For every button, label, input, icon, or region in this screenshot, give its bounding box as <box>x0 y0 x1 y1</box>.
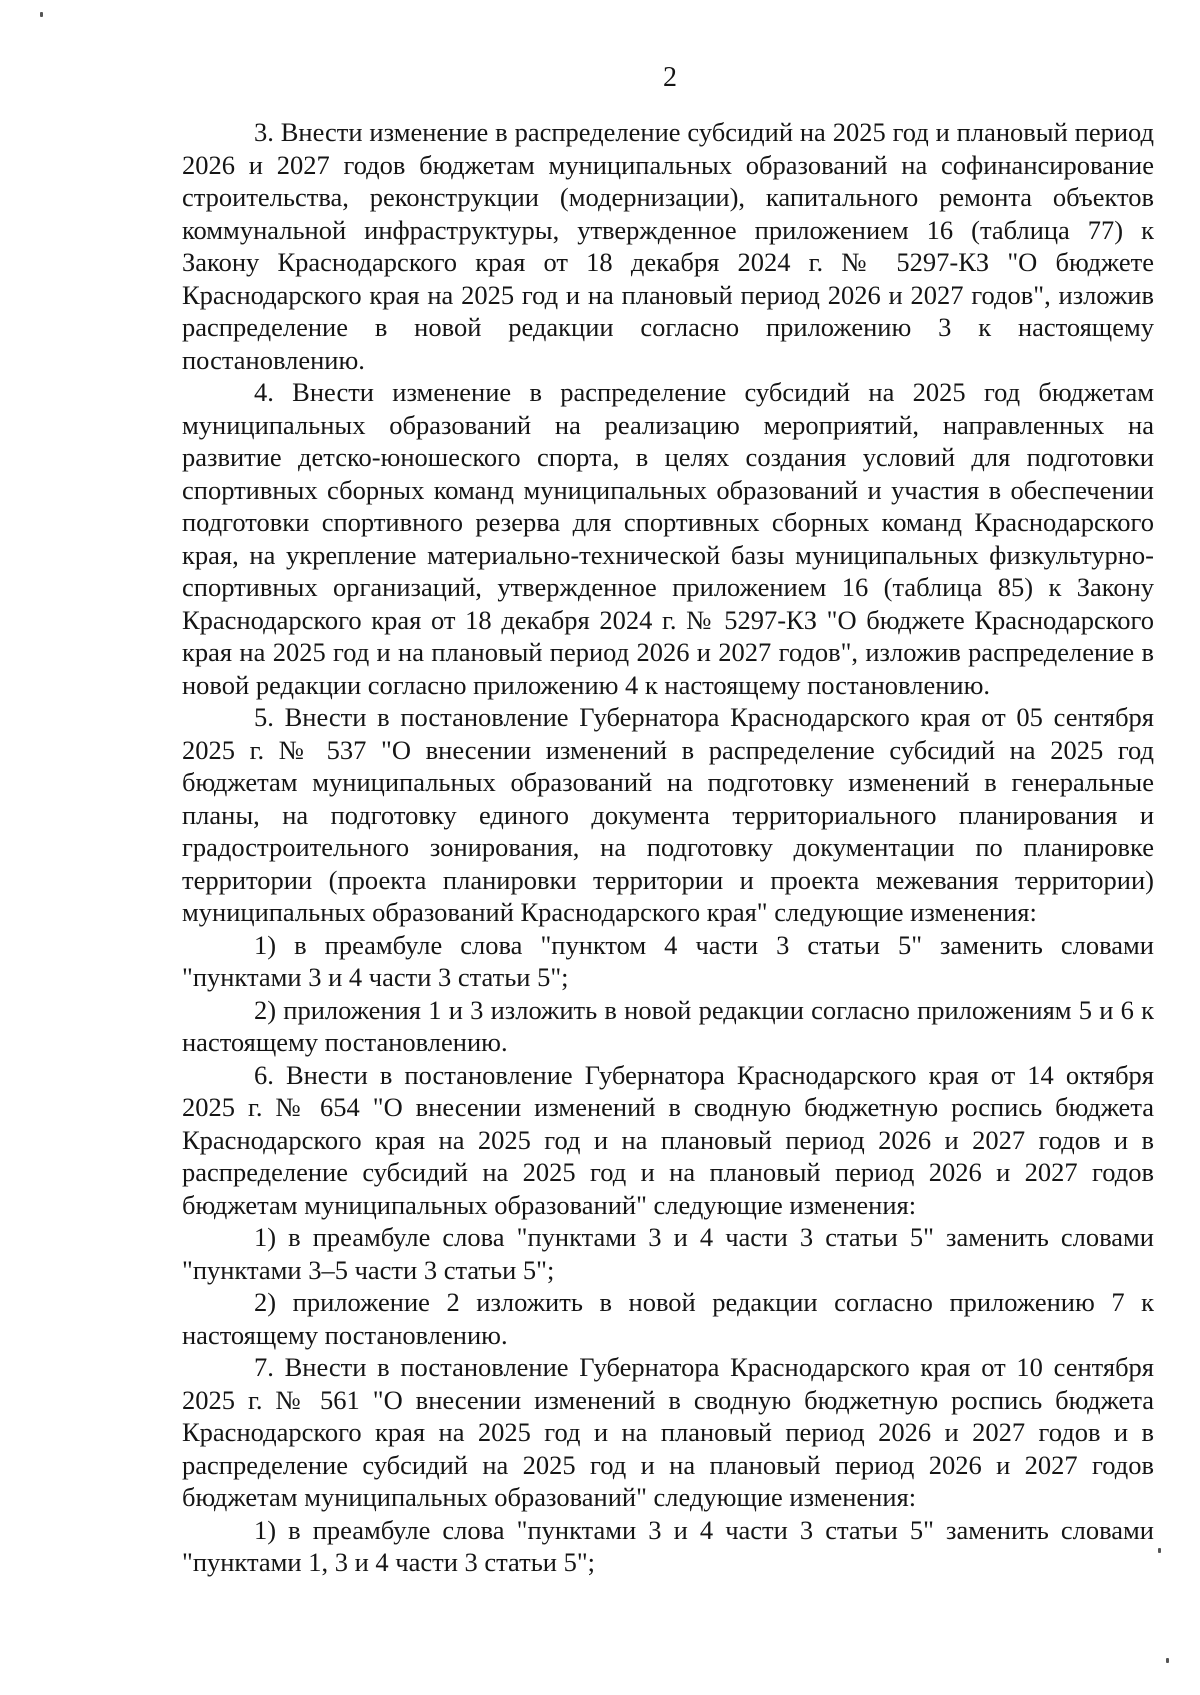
paragraph-item-5: 5. Внести в постановление Губернатора Краснодарского края от 05 сентября 2025 г. № 537 "О внесении изменений в распределение субсидий на 2025 год бюджетам муниципальных образований на подготовку изменений в генеральные планы, на подготовку единого документа территориального планирования и градостроительного зонирования, на подготовку документации по планировке территории (проекта планировки территории и проекта межевания территории) муниципальных образований Краснодарского края" следующие изменения: <box>182 702 1154 927</box>
subparagraph-6-1: 1) в преамбуле слова "пунктами 3 и 4 части 3 статьи 5" заменить словами "пунктами 3–5 части 3 статьи 5"; <box>182 1222 1154 1285</box>
paragraph-item-4: 4. Внести изменение в распределение субсидий на 2025 год бюджетам муниципальных образований на реализацию мероприятий, направленных на развитие детско-юношеского спорта, в целях создания условий для подготовки спортивных сборных команд муниципальных образований и участия в обеспечении подготовки спортивного резерва для спортивных сборных команд Краснодарского края, на укрепление материально-технической базы муниципальных физкультурно-спортивных организаций, утвержденное приложением 16 (таблица 85) к Закону Краснодарского края от 18 декабря 2024 г. № 5297-КЗ "О бюджете Краснодарского края на 2025 год и на плановый период 2026 и 2027 годов", изложив распределение в новой редакции согласно приложению 4 к настоящему постановлению. <box>182 377 1154 700</box>
subparagraph-5-2: 2) приложения 1 и 3 изложить в новой редакции согласно приложениям 5 и 6 к настоящему постановлению. <box>182 994 1154 1057</box>
subparagraph-7-1: 1) в преамбуле слова "пунктами 3 и 4 части 3 статьи 5" заменить словами "пунктами 1, 3 и 4 части 3 статьи 5"; <box>182 1514 1154 1577</box>
page-number: 2 <box>663 62 677 93</box>
paragraph-item-3: 3. Внести изменение в распределение субсидий на 2025 год и плановый период 2026 и 2027 годов бюджетам муниципальных образований на софинансирование строительства, реконструкции (модернизации), капитального ремонта объектов коммунальной инфраструктуры, утвержденное приложением 16 (таблица 77) к Закону Краснодарского края от 18 декабря 2024 г. № 5297-КЗ "О бюджете Краснодарского края на 2025 год и на плановый период 2026 и 2027 годов", изложив распределение в новой редакции согласно приложению 3 к настоящему постановлению. <box>182 117 1154 375</box>
paragraph-item-6: 6. Внести в постановление Губернатора Краснодарского края от 14 октября 2025 г. № 654 "О внесении изменений в сводную бюджетную роспись бюджета Краснодарского края на 2025 год и на плановый период 2026 и 2027 годов и в распределение субсидий на 2025 год и на плановый период 2026 и 2027 годов бюджетам муниципальных образований" следующие изменения: <box>182 1059 1154 1220</box>
paragraph-item-7: 7. Внести в постановление Губернатора Краснодарского края от 10 сентября 2025 г. № 561 "О внесении изменений в сводную бюджетную роспись бюджета Краснодарского края на 2025 год и на плановый период 2026 и 2027 годов и в распределение субсидий на 2025 год и на плановый период 2026 и 2027 годов бюджетам муниципальных образований" следующие изменения: <box>182 1352 1154 1512</box>
scan-artifact-mark <box>1166 1658 1169 1663</box>
scan-artifact-mark <box>1158 1548 1161 1553</box>
scan-artifact-mark <box>40 12 43 17</box>
document-body <box>182 116 1154 1579</box>
subparagraph-5-1: 1) в преамбуле слова "пунктом 4 части 3 статьи 5" заменить словами "пунктами 3 и 4 части 3 статьи 5"; <box>182 929 1154 992</box>
subparagraph-6-2: 2) приложение 2 изложить в новой редакции согласно приложению 7 к настоящему постановлению. <box>182 1287 1154 1350</box>
